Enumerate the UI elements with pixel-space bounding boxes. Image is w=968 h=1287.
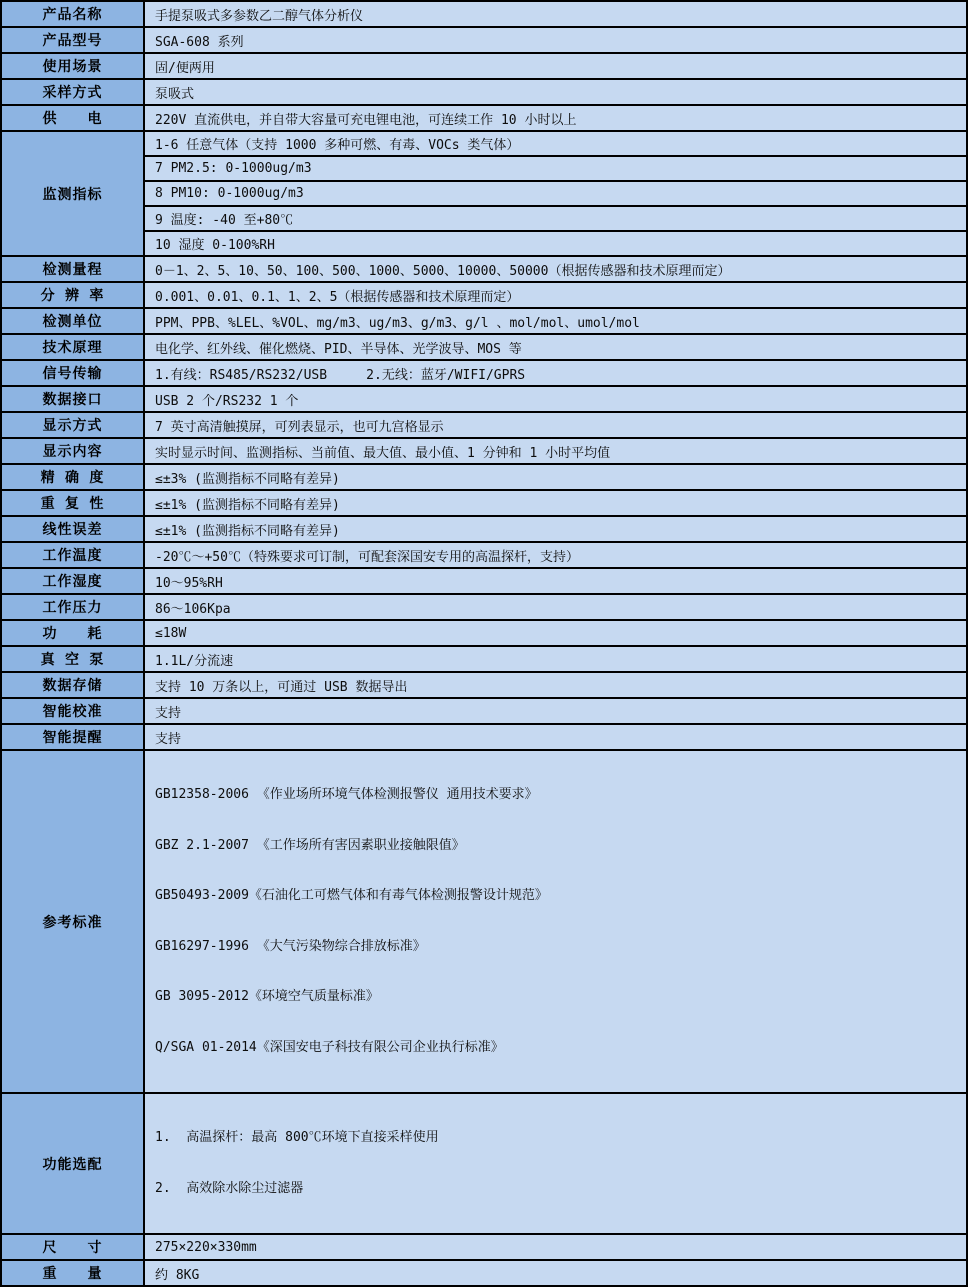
table-row — [1, 542, 967, 568]
spec-label-data-storage: 数据存储 — [1, 672, 144, 698]
spec-value-repeatability: ≤±1% (监测指标不同略有差异) — [144, 490, 967, 516]
reference-standard-line: GB50493-2009《石油化工可燃气体和有毒气体检测报警设计规范》 — [155, 888, 548, 903]
table-row — [1, 206, 967, 231]
table-row — [1, 1093, 967, 1234]
spec-value-smart-reminder: 支持 — [144, 724, 967, 750]
spec-value-monitoring-item-3: 8 PM10: 0-1000ug/m3 — [144, 181, 967, 206]
table-row — [1, 360, 967, 386]
table-row — [1, 1260, 967, 1286]
reference-standard-line: Q/SGA 01-2014《深国安电子科技有限公司企业执行标准》 — [155, 1039, 504, 1055]
spec-label-usage-scene: 使用场景 — [1, 53, 144, 79]
table-row — [1, 1, 967, 27]
spec-value-linearity-error: ≤±1% (监测指标不同略有差异) — [144, 516, 967, 542]
spec-label-reference-standards: 参考标准 — [1, 750, 144, 1093]
spec-value-smart-calibration: 支持 — [144, 698, 967, 724]
spec-value-monitoring-item-2: 7 PM2.5: 0-1000ug/m3 — [144, 156, 967, 181]
reference-standard-line: GB12358-2006 《作业场所环境气体检测报警仪 通用技术要求》 — [155, 787, 538, 802]
table-row — [1, 438, 967, 464]
spec-label-vacuum-pump: 真 空 泵 — [1, 646, 144, 672]
spec-value-reference-standards — [144, 750, 967, 1093]
table-row — [1, 131, 967, 156]
table-row — [1, 750, 967, 1093]
spec-value-power-supply: 220V 直流供电，并自带大容量可充电锂电池，可连续工作 10 小时以上 — [144, 105, 967, 131]
spec-label-working-temperature: 工作温度 — [1, 542, 144, 568]
spec-value-model: SGA-608 系列 — [144, 27, 967, 53]
spec-value-vacuum-pump: 1.1L/分流速 — [144, 646, 967, 672]
spec-value-monitoring-item-4: 9 温度: -40 至+80℃ — [144, 206, 967, 231]
spec-label-weight: 重 量 — [1, 1260, 144, 1286]
table-row — [1, 568, 967, 594]
spec-value-working-pressure: 86～106Kpa — [144, 594, 967, 620]
spec-value-display-content: 实时显示时间、监测指标、当前值、最大值、最小值、1 分钟和 1 小时平均值 — [144, 438, 967, 464]
table-row — [1, 308, 967, 334]
table-row — [1, 386, 967, 412]
table-row — [1, 698, 967, 724]
spec-label-power-consumption: 功 耗 — [1, 620, 144, 646]
spec-value-monitoring-item-1: 1-6 任意气体（支持 1000 多种可燃、有毒、VOCs 类气体） — [144, 131, 967, 156]
spec-value-detection-range: 0－1、2、5、10、50、100、500、1000、5000、10000、50000（根据传感器和技术原理而定） — [144, 256, 967, 282]
table-row — [1, 672, 967, 698]
reference-standard-line: GB16297-1996 《大气污染物综合排放标准》 — [155, 938, 426, 954]
table-row — [1, 412, 967, 438]
spec-label-data-interface: 数据接口 — [1, 386, 144, 412]
spec-label-linearity-error: 线性误差 — [1, 516, 144, 542]
spec-value-monitoring-item-5: 10 湿度 0-100%RH — [144, 231, 967, 256]
spec-label-optional-features: 功能选配 — [1, 1093, 144, 1234]
table-row — [1, 256, 967, 282]
table-row — [1, 282, 967, 308]
spec-label-working-humidity: 工作湿度 — [1, 568, 144, 594]
table-row — [1, 646, 967, 672]
spec-value-optional-features — [144, 1093, 967, 1234]
optional-feature-line: 2. 高效除水除尘过滤器 — [155, 1180, 304, 1196]
spec-value-accuracy: ≤±3% (监测指标不同略有差异) — [144, 464, 967, 490]
spec-value-data-storage: 支持 10 万条以上，可通过 USB 数据导出 — [144, 672, 967, 698]
spec-label-detection-unit: 检测单位 — [1, 308, 144, 334]
spec-label-display-mode: 显示方式 — [1, 412, 144, 438]
table-row — [1, 334, 967, 360]
table-row — [1, 156, 967, 181]
spec-value-detection-unit: PPM、PPB、%LEL、%VOL、mg/m3、ug/m3、g/m3、g/l 、mol/mol、umol/mol — [144, 308, 967, 334]
table-row — [1, 231, 967, 256]
spec-value-technology-principle: 电化学、红外线、催化燃烧、PID、半导体、光学波导、MOS 等 — [144, 334, 967, 360]
spec-label-smart-calibration: 智能校准 — [1, 698, 144, 724]
spec-label-resolution: 分 辨 率 — [1, 282, 144, 308]
spec-label-sampling-method: 采样方式 — [1, 79, 144, 105]
reference-standard-line: GB 3095-2012《环境空气质量标准》 — [155, 989, 379, 1004]
spec-label-smart-reminder: 智能提醒 — [1, 724, 144, 750]
spec-label-display-content: 显示内容 — [1, 438, 144, 464]
spec-value-sampling-method: 泵吸式 — [144, 79, 967, 105]
spec-value-working-humidity: 10～95%RH — [144, 568, 967, 594]
spec-label-dimensions: 尺 寸 — [1, 1234, 144, 1260]
spec-value-dimensions: 275×220×330mm — [144, 1234, 967, 1260]
table-row — [1, 464, 967, 490]
table-row — [1, 516, 967, 542]
reference-standard-line: GBZ 2.1-2007 《工作场所有害因素职业接触限值》 — [155, 837, 465, 853]
spec-value-data-interface: USB 2 个/RS232 1 个 — [144, 386, 967, 412]
spec-label-repeatability: 重 复 性 — [1, 490, 144, 516]
table-row — [1, 53, 967, 79]
spec-label-detection-range: 检测量程 — [1, 256, 144, 282]
spec-label-monitoring-indicators: 监测指标 — [1, 131, 144, 256]
table-row — [1, 79, 967, 105]
spec-value-power-consumption: ≤18W — [144, 620, 967, 646]
table-row — [1, 620, 967, 646]
table-row — [1, 490, 967, 516]
table-row — [1, 105, 967, 131]
table-row — [1, 724, 967, 750]
table-row — [1, 181, 967, 206]
spec-label-working-pressure: 工作压力 — [1, 594, 144, 620]
spec-label-technology-principle: 技术原理 — [1, 334, 144, 360]
table-row — [1, 27, 967, 53]
spec-value-working-temperature: -20℃～+50℃（特殊要求可订制，可配套深国安专用的高温探杆，支持） — [144, 542, 967, 568]
spec-value-display-mode: 7 英寸高清触摸屏，可列表显示，也可九宫格显示 — [144, 412, 967, 438]
spec-value-usage-scene: 固/便两用 — [144, 53, 967, 79]
spec-label-model: 产品型号 — [1, 27, 144, 53]
spec-label-product-name: 产品名称 — [1, 1, 144, 27]
spec-label-power-supply: 供 电 — [1, 105, 144, 131]
spec-label-accuracy: 精 确 度 — [1, 464, 144, 490]
spec-value-weight: 约 8KG — [144, 1260, 967, 1286]
spec-value-resolution: 0.001、0.01、0.1、1、2、5（根据传感器和技术原理而定） — [144, 282, 967, 308]
spec-label-signal-transmission: 信号传输 — [1, 360, 144, 386]
table-row — [1, 594, 967, 620]
table-row — [1, 1234, 967, 1260]
spec-value-product-name: 手提泵吸式多参数乙二醇气体分析仪 — [144, 1, 967, 27]
spec-value-signal-transmission: 1.有线：RS485/RS232/USB 2.无线：蓝牙/WIFI/GPRS — [144, 360, 967, 386]
optional-feature-line: 1. 高温探杆：最高 800℃环境下直接采样使用 — [155, 1130, 439, 1145]
